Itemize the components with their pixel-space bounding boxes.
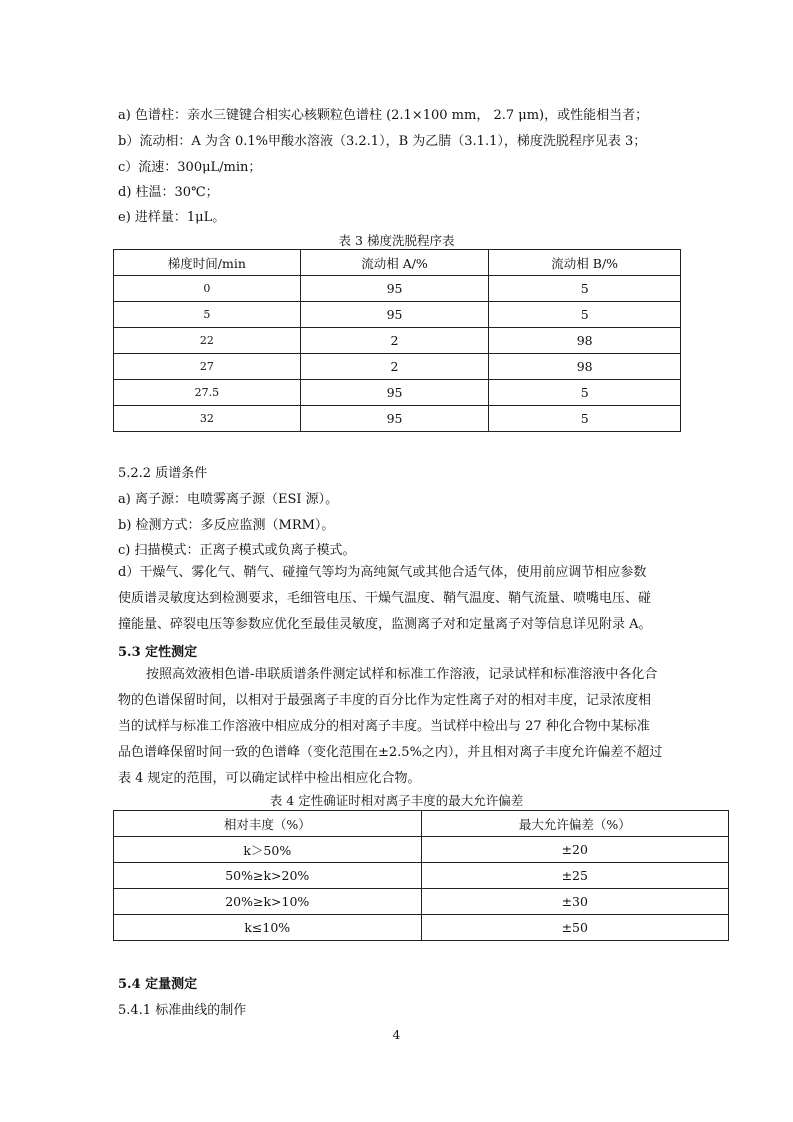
paragraph-line: 使质谱灵敏度达到检测要求，毛细管电压、干燥气温度、鞘气温度、鞘气流量、喷嘴电压、碰: [118, 591, 652, 606]
time-cell: 27: [114, 354, 301, 380]
paragraph-line: 撞能量、碎裂电压等参数应优化至最佳灵敏度，监测离子对和定量离子对等信息详见附录 A。: [118, 617, 652, 632]
lc-condition-injection-volume: e) 进样量：1μL。: [118, 210, 226, 225]
table-row: [114, 276, 681, 302]
table-row: [114, 354, 681, 380]
deviation-cell: ±30: [421, 889, 728, 915]
abundance-cell: 20%≥k>10%: [114, 889, 422, 915]
table-header-row: [114, 250, 681, 276]
phase-b-cell: 5: [489, 276, 681, 302]
phase-a-cell: 95: [300, 302, 489, 328]
page-number: 4: [392, 1028, 401, 1042]
table-row: [114, 406, 681, 432]
phase-b-cell: 98: [489, 328, 681, 354]
phase-b-cell: 98: [489, 354, 681, 380]
header-cell: 梯度时间/min: [114, 250, 301, 276]
phase-a-cell: 95: [300, 380, 489, 406]
header-cell: 流动相 A/%: [300, 250, 489, 276]
calibration-curve-heading: 5.4.1 标准曲线的制作: [118, 1003, 247, 1018]
phase-a-cell: 2: [300, 328, 489, 354]
phase-b-cell: 5: [489, 302, 681, 328]
time-cell: 22: [114, 328, 301, 354]
header-cell: 最大允许偏差（%）: [421, 811, 728, 837]
phase-b-cell: 5: [489, 406, 681, 432]
lc-condition-column-temp: d) 柱温：30℃；: [118, 185, 219, 200]
table4-caption: 表 4 定性确证时相对离子丰度的最大允许偏差: [269, 793, 524, 808]
phase-b-cell: 5: [489, 380, 681, 406]
paragraph-line: 按照高效液相色谱-串联质谱条件测定试样和标准工作溶液，记录试样和标准溶液中各化合: [146, 667, 658, 682]
gradient-table: [113, 249, 681, 432]
quantitative-heading: 5.4 定量测定: [118, 977, 198, 992]
lc-condition-mobile-phase: b）流动相：A 为含 0.1%甲酸水溶液（3.2.1），B 为乙腈（3.1.1），梯度洗脱程序见表 3；: [118, 134, 647, 149]
table-row: [114, 302, 681, 328]
table-row: [114, 889, 729, 915]
paragraph-line: 表 4 规定的范围，可以确定试样中检出相应化合物。: [118, 771, 421, 786]
header-cell: 相对丰度（%）: [114, 811, 422, 837]
qualitative-heading: 5.3 定性测定: [118, 645, 198, 660]
ms-item-gases-paragraph: [118, 560, 730, 638]
phase-a-cell: 2: [300, 354, 489, 380]
paragraph-line: d）干燥气、雾化气、鞘气、碰撞气等均为高纯氮气或其他合适气体，使用前应调节相应参数: [118, 565, 647, 580]
table3-caption: 表 3 梯度洗脱程序表: [338, 233, 455, 248]
paragraph-line: 物的色谱保留时间，以相对于最强离子丰度的百分比作为定性离子对的相对丰度，记录浓度相: [118, 693, 652, 708]
table-row: [114, 915, 729, 941]
time-cell: 27.5: [114, 380, 301, 406]
phase-a-cell: 95: [300, 406, 489, 432]
phase-a-cell: 95: [300, 276, 489, 302]
ms-item-scan-mode: c) 扫描模式：正离子模式或负离子模式。: [118, 543, 356, 558]
deviation-cell: ±25: [421, 863, 728, 889]
ms-section-heading: 5.2.2 质谱条件: [118, 466, 208, 481]
ms-item-ion-source: a) 离子源：电喷雾离子源（ESI 源）。: [118, 492, 339, 507]
table-row: [114, 863, 729, 889]
deviation-cell: ±50: [421, 915, 728, 941]
table-row: [114, 837, 729, 863]
table-row: [114, 328, 681, 354]
paragraph-line: 当的试样与标准工作溶液中相应成分的相对离子丰度。当试样中检出与 27 种化合物中某标准: [118, 719, 650, 734]
table-header-row: [114, 811, 729, 837]
abundance-cell: k≤10%: [114, 915, 422, 941]
time-cell: 5: [114, 302, 301, 328]
lc-condition-column: a) 色谱柱：亲水三键键合相实心核颗粒色谱柱 (2.1×100 mm， 2.7 μm)，或性能相当者；: [118, 108, 649, 123]
time-cell: 32: [114, 406, 301, 432]
header-cell: 流动相 B/%: [489, 250, 681, 276]
deviation-cell: ±20: [421, 837, 728, 863]
qualitative-paragraph: [118, 662, 730, 792]
ms-item-detection: b) 检测方式：多反应监测（MRM）。: [118, 518, 335, 533]
abundance-cell: 50%≥k>20%: [114, 863, 422, 889]
table-row: [114, 380, 681, 406]
time-cell: 0: [114, 276, 301, 302]
lc-condition-flow-rate: c）流速：300μL/min；: [118, 160, 262, 175]
abundance-cell: k＞50%: [114, 837, 422, 863]
paragraph-line: 品色谱峰保留时间一致的色谱峰（变化范围在±2.5%之内），并且相对离子丰度允许偏差不超过: [118, 745, 663, 760]
ion-abundance-table: [113, 810, 729, 941]
